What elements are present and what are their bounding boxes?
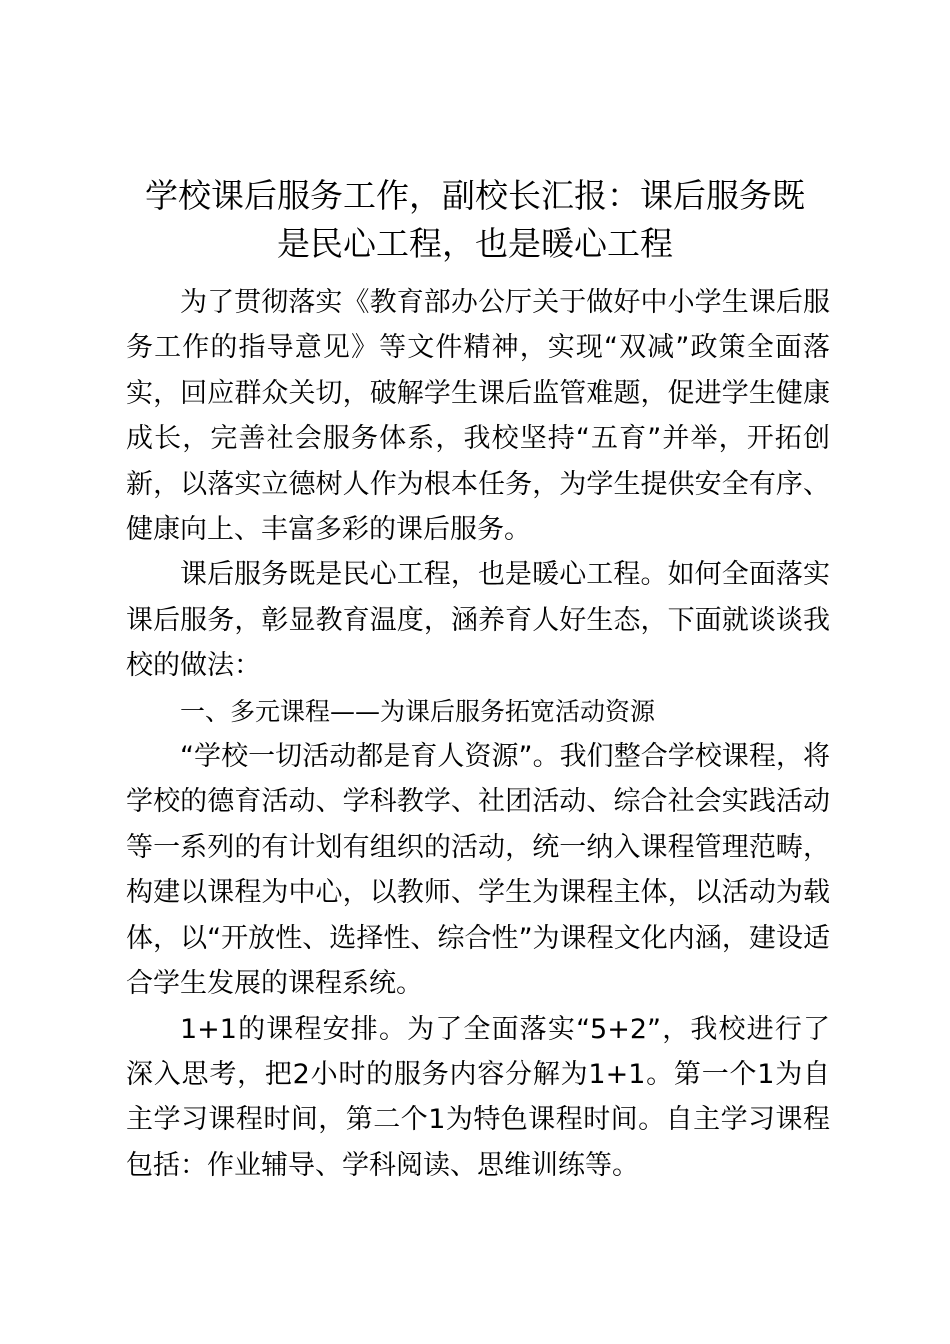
document-title xyxy=(100,172,850,268)
paragraph-schedule: 1+1的课程安排。为了全面落实“5+2”，我校进行了深入思考，把2小时的服务内容分解为1+1。第一个1为自主学习课程时间，第二个1为特色课程时间。自主学习课程包括：作业辅导、学科阅读、思维训练等。 xyxy=(126,1013,830,1181)
section-heading: 一、多元课程——为课后服务拓宽活动资源 xyxy=(180,696,656,726)
paragraph-overview: 课后服务既是民心工程，也是暖心工程。如何全面落实课后服务，彰显教育温度，涵养育人好生态，下面就谈谈我校的做法： xyxy=(126,559,830,682)
document-body xyxy=(126,280,830,1188)
paragraph-intro: 为了贯彻落实《教育部办公厅关于做好中小学生课后服务工作的指导意见》等文件精神，实现“双减”政策全面落实，回应群众关切，破解学生课后监管难题，促进学生健康成长，完善社会服务体系，我校坚持“五育”并举，开拓创新，以落实立德树人作为根本任务，为学生提供安全有序、健康向上、丰富多彩的课后服务。 xyxy=(126,287,830,546)
paragraph-curriculum: “学校一切活动都是育人资源”。我们整合学校课程，将学校的德育活动、学科教学、社团活动、综合社会实践活动等一系列的有计划有组织的活动，统一纳入课程管理范畴，构建以课程为中心，以教师、学生为课程主体，以活动为载体，以“开放性、选择性、综合性”为课程文化内涵，建设适合学生发展的课程系统。 xyxy=(126,741,830,1000)
title-line-1: 学校课后服务工作，副校长汇报：课后服务既 xyxy=(145,176,805,215)
title-line-2: 是民心工程，也是暖心工程 xyxy=(277,224,673,263)
